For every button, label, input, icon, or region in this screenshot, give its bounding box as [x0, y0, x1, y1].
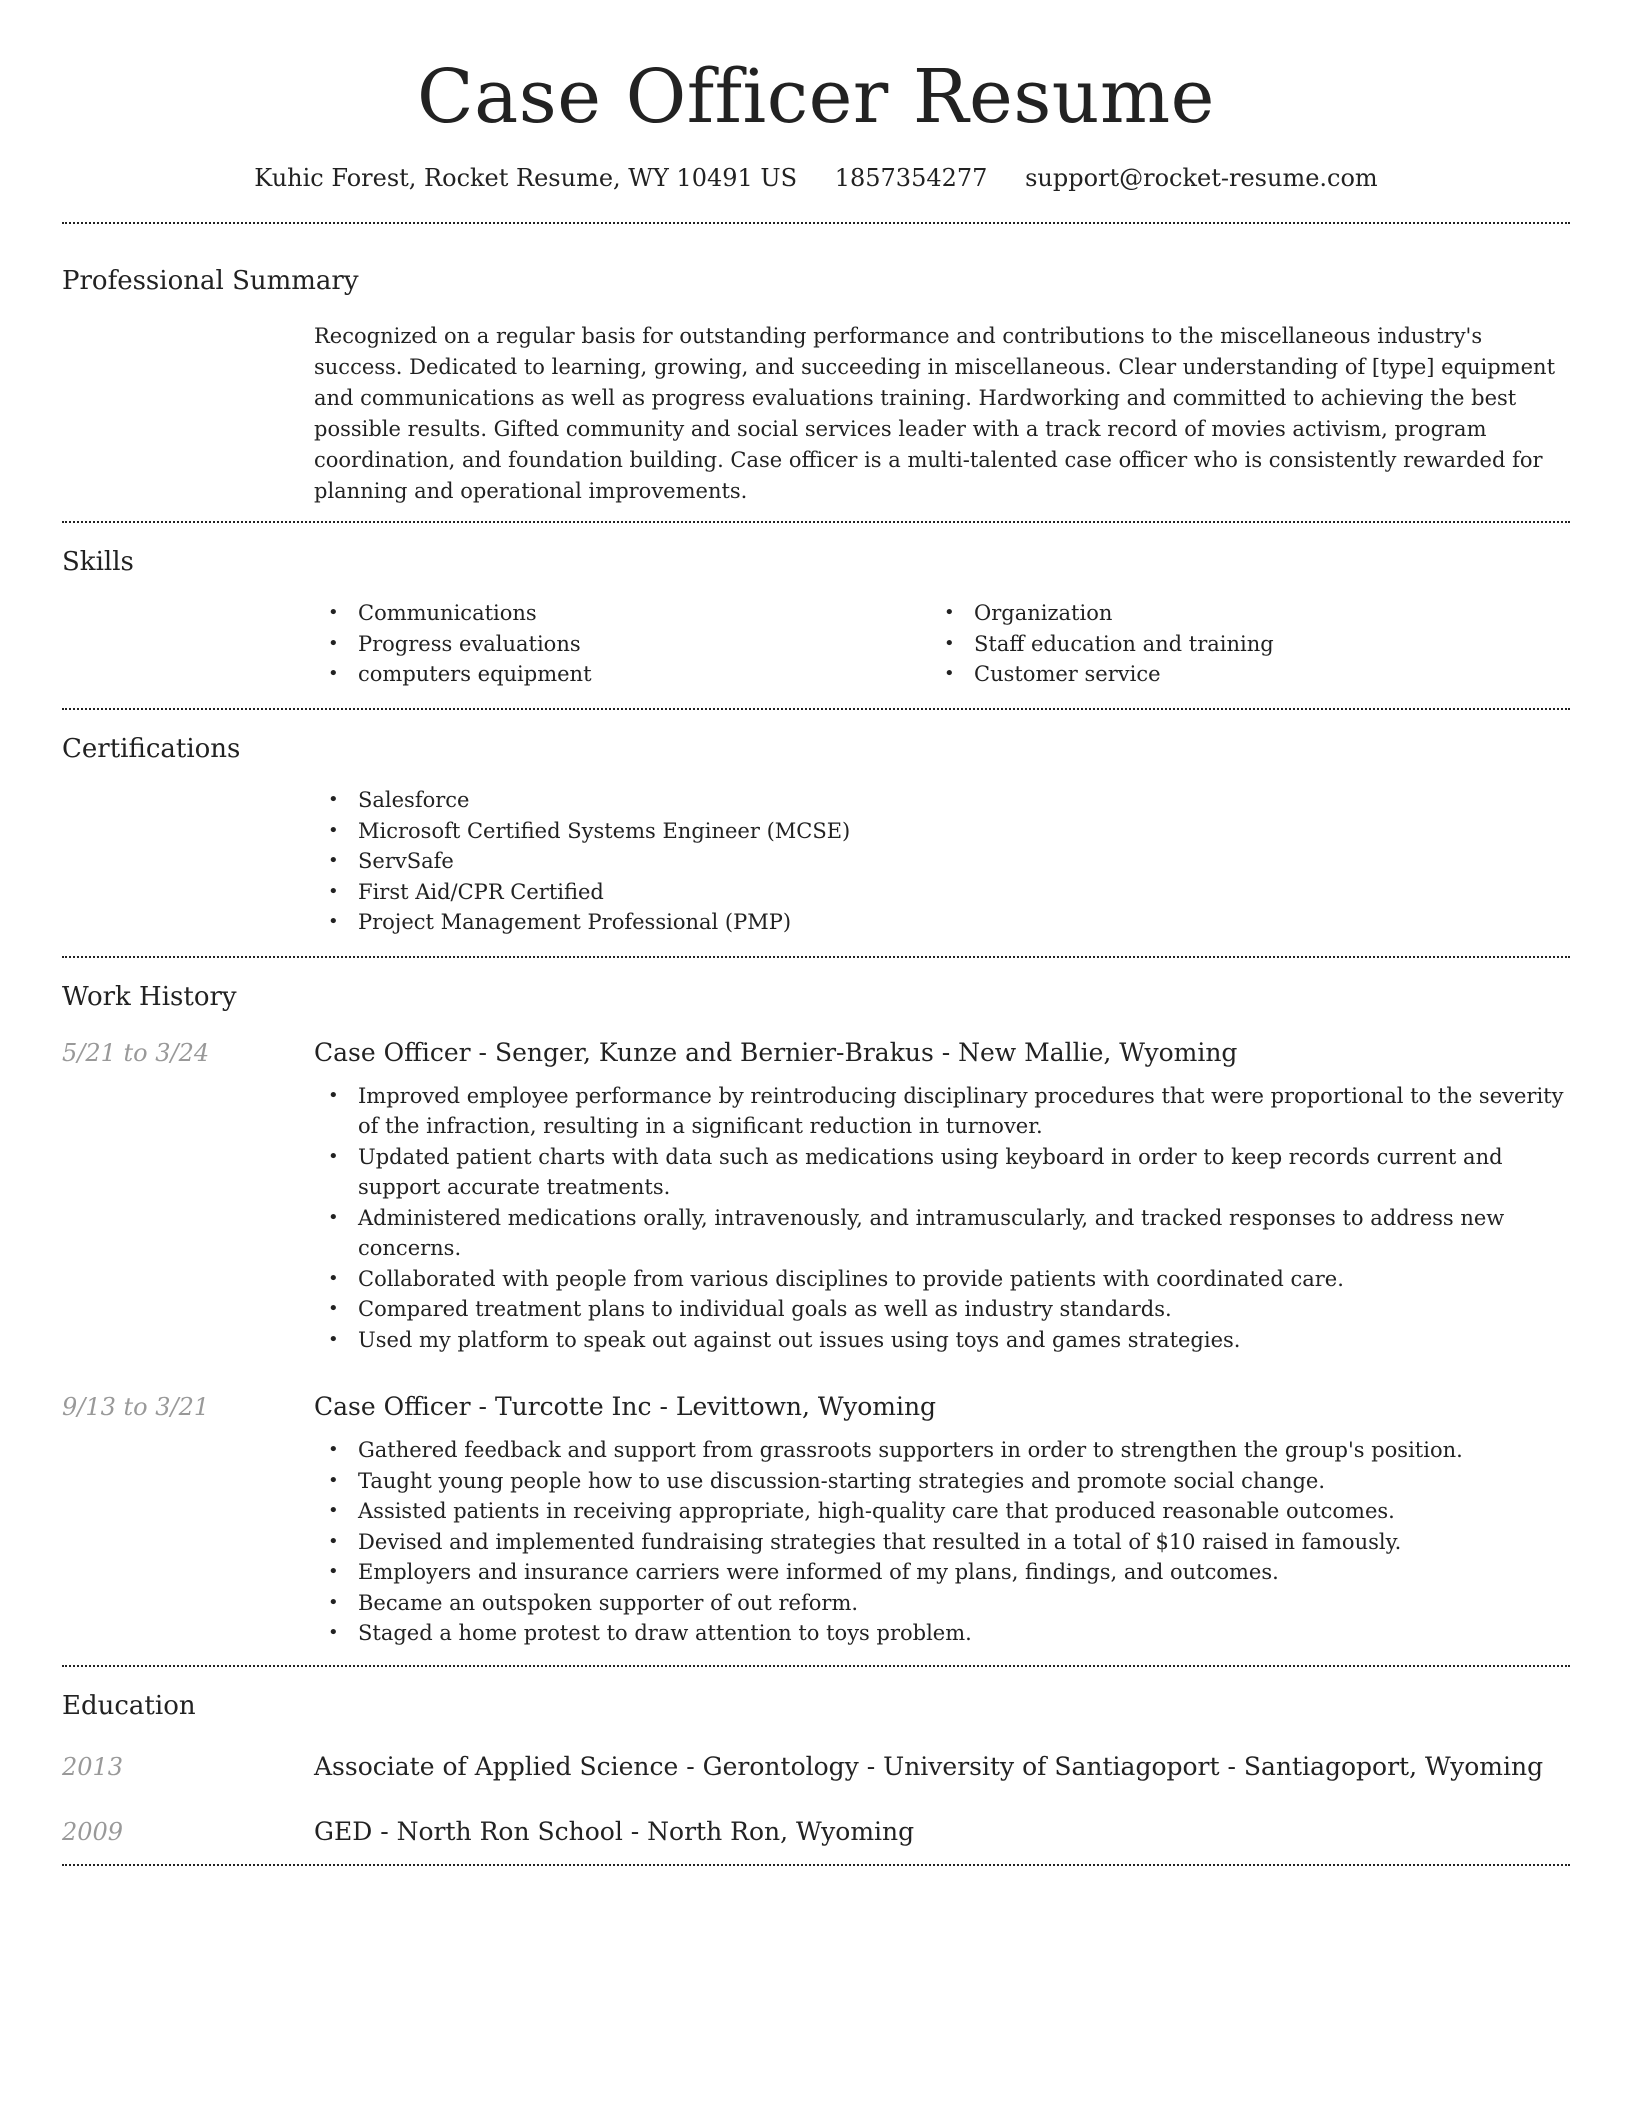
- skill-item: • Communications: [314, 598, 930, 629]
- resume-title: Case Officer Resume: [417, 54, 1215, 140]
- certification-item: • First Aid/CPR Certified: [314, 877, 1570, 908]
- certification-item: • Salesforce: [314, 785, 1570, 816]
- skill-item: • Organization: [930, 598, 1546, 629]
- work-history-heading: Work History: [62, 981, 237, 1012]
- divider: [62, 1864, 1570, 1866]
- education-text: Associate of Applied Science - Gerontology - University of Santiagoport - Santiagoport, Wyoming: [314, 1751, 1544, 1781]
- job-bullet: • Assisted patients in receiving appropriate, high-quality care that produced reasonable outcomes.: [314, 1496, 1570, 1527]
- job-entry: [62, 1389, 1570, 1665]
- skill-item: • Progress evaluations: [314, 629, 930, 660]
- work-history-section: [62, 958, 1570, 1665]
- job-date: 5/21 to 3/24: [62, 1038, 210, 1067]
- job-bullet: • Collaborated with people from various disciplines to provide patients with coordinated care.: [314, 1264, 1570, 1295]
- skills-list-right: [930, 598, 1546, 690]
- job-bullet: • Compared treatment plans to individual goals as well as industry standards.: [314, 1294, 1570, 1325]
- skill-item: • Customer service: [930, 659, 1546, 690]
- contact-phone: 1857354277: [834, 164, 988, 192]
- job-bullet: • Gathered feedback and support from grassroots supporters in order to strengthen the group's position.: [314, 1435, 1570, 1466]
- job-bullet: • Devised and implemented fundraising strategies that resulted in a total of $10 raised in famously.: [314, 1527, 1570, 1558]
- contact-address: Kuhic Forest, Rocket Resume, WY 10491 US: [254, 164, 798, 192]
- job-bullet: • Became an outspoken supporter of out reform.: [314, 1588, 1570, 1619]
- contact-email: support@rocket-resume.com: [1025, 164, 1378, 192]
- summary-heading: Professional Summary: [62, 266, 359, 296]
- education-text: GED - North Ron School - North Ron, Wyoming: [314, 1816, 915, 1846]
- job-bullets: [314, 1071, 1570, 1356]
- job-date: 9/13 to 3/21: [62, 1393, 210, 1422]
- job-title: Case Officer - Senger, Kunze and Bernier-Brakus - New Mallie, Wyoming: [314, 1037, 1238, 1067]
- skill-item: • Staff education and training: [930, 629, 1546, 660]
- education-date: 2013: [62, 1752, 124, 1781]
- skill-item: • computers equipment: [314, 659, 930, 690]
- education-heading: Education: [62, 1690, 196, 1721]
- skills-section: [62, 523, 1570, 708]
- job-bullet: • Updated patient charts with data such as medications using keyboard in order to keep records current and support accurate treatments.: [314, 1142, 1570, 1203]
- skills-heading: Skills: [62, 547, 134, 578]
- job-bullet: • Improved employee performance by reintroducing disciplinary procedures that were proportional to the severity of the infraction, resulting in a significant reduction in turnover.: [314, 1081, 1570, 1142]
- contact-line: [62, 164, 1570, 192]
- education-section: [62, 1667, 1570, 1864]
- certification-item: • ServSafe: [314, 846, 1570, 877]
- certification-item: • Microsoft Certified Systems Engineer (MCSE): [314, 816, 1570, 847]
- summary-text: Recognized on a regular basis for outstanding performance and contributions to the miscellaneous industry's success. Dedicated to learning, growing, and succeeding in miscellaneous. Clear understanding of [type] equipment and communications as well as progress evaluations training. Hardworking and committed to achieving the best possible results. Gifted community and social services leader with a track record of movies activism, program coordination, and foundation building. Case officer is a multi-talented case officer who is consistently rewarded for planning and operational improvements.: [314, 324, 1556, 504]
- certifications-list: [314, 785, 1570, 938]
- job-entry: [62, 1035, 1570, 1356]
- job-bullets: [314, 1425, 1570, 1649]
- job-title: Case Officer - Turcotte Inc - Levittown, Wyoming: [314, 1392, 937, 1422]
- certification-item: • Project Management Professional (PMP): [314, 907, 1570, 938]
- summary-section: [62, 224, 1570, 521]
- job-bullet: • Used my platform to speak out against out issues using toys and games strategies.: [314, 1325, 1570, 1356]
- job-bullet: • Administered medications orally, intravenously, and intramuscularly, and tracked responses to address new concerns.: [314, 1203, 1570, 1264]
- job-bullet: • Staged a home protest to draw attention to toys problem.: [314, 1618, 1570, 1649]
- job-bullet: • Taught young people how to use discussion-starting strategies and promote social change.: [314, 1466, 1570, 1497]
- education-date: 2009: [62, 1817, 124, 1846]
- certifications-section: [62, 710, 1570, 956]
- certifications-heading: Certifications: [62, 733, 241, 764]
- skills-list-left: [314, 598, 930, 690]
- education-entry: [62, 1752, 1570, 1781]
- job-bullet: • Employers and insurance carriers were informed of my plans, findings, and outcomes.: [314, 1557, 1570, 1588]
- education-entry: [62, 1817, 1570, 1864]
